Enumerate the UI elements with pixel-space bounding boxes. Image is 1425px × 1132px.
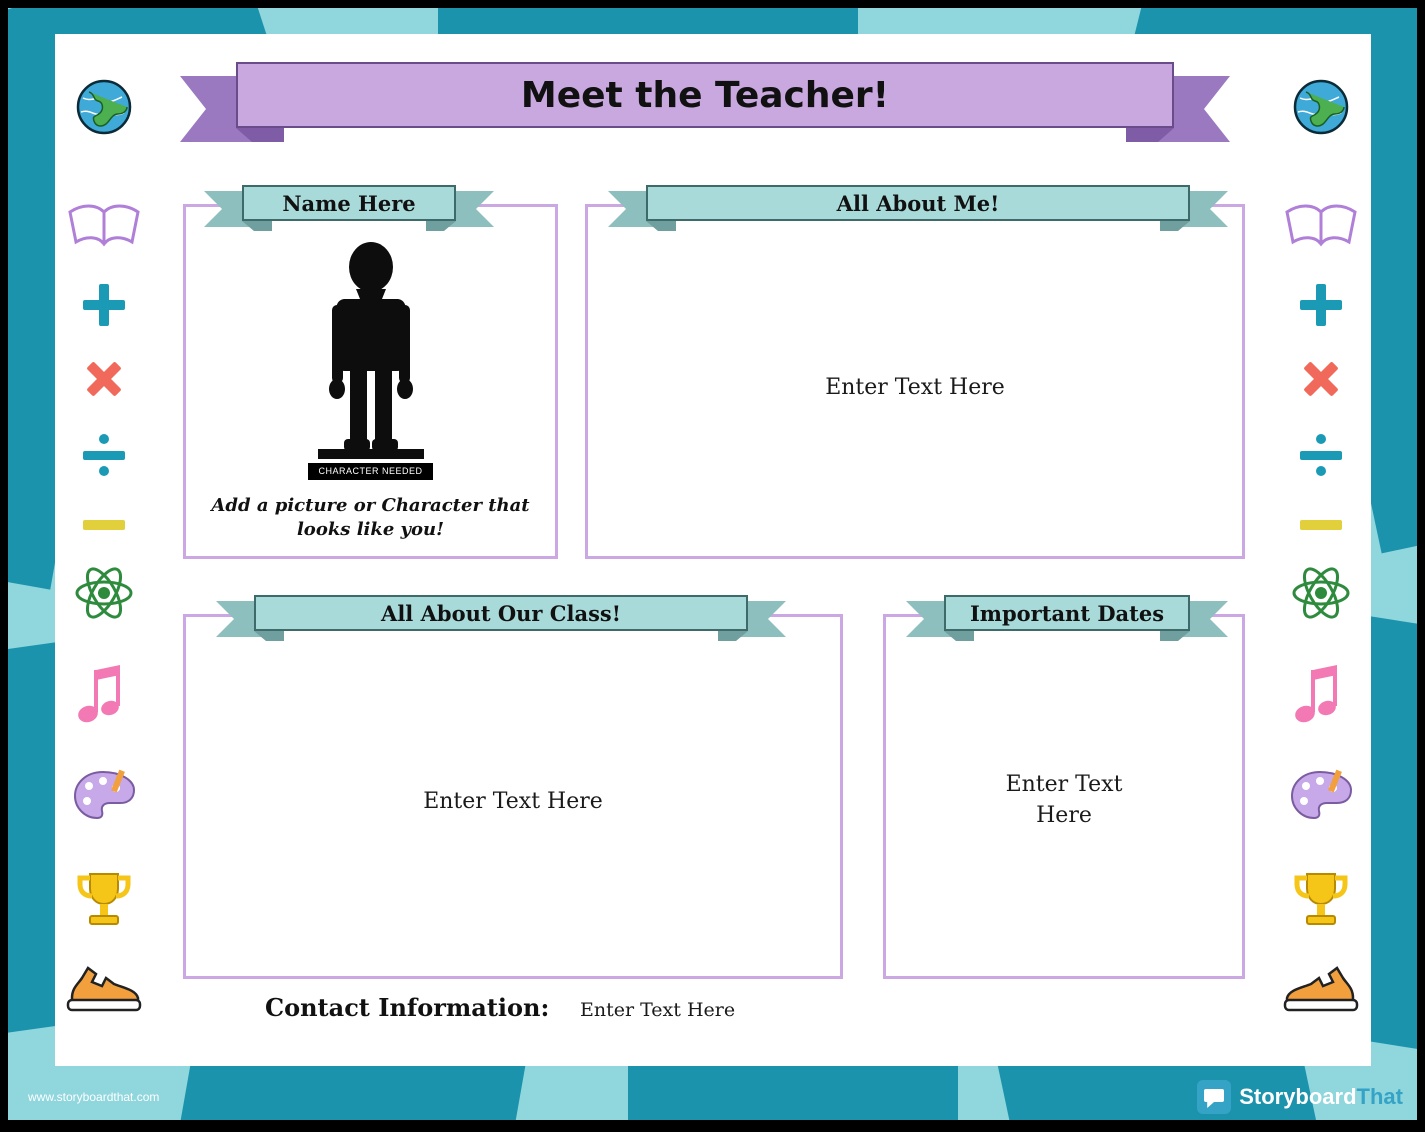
plus-icon xyxy=(58,282,150,328)
atom-icon xyxy=(1275,562,1367,624)
music-notes-icon xyxy=(1275,662,1367,728)
section-about-me-ribbon xyxy=(608,185,1228,227)
open-book-icon xyxy=(58,200,150,252)
paint-palette-icon xyxy=(1275,768,1367,828)
minus-icon xyxy=(1275,502,1367,548)
globe-icon xyxy=(1275,78,1367,136)
section-important-dates-ribbon xyxy=(906,595,1228,637)
character-placeholder[interactable] xyxy=(186,241,555,542)
multiply-icon xyxy=(58,356,150,402)
title-banner xyxy=(180,62,1230,142)
contact-label: Contact Information: xyxy=(265,993,550,1022)
title-plate xyxy=(236,62,1174,128)
character-needed-badge: CHARACTER NEEDED xyxy=(308,463,432,480)
trophy-icon xyxy=(1275,868,1367,932)
brand-name xyxy=(1239,1084,1403,1110)
section-about-class-label: All About Our Class! xyxy=(381,600,621,626)
worksheet-page xyxy=(55,34,1371,1066)
brand-name-second: That xyxy=(1356,1084,1403,1109)
important-dates-text-line2[interactable]: Here xyxy=(1036,803,1092,828)
section-about-class-label-plate xyxy=(254,595,748,631)
section-about-me-label: All About Me! xyxy=(836,190,1000,216)
contact-input[interactable]: Enter Text Here xyxy=(580,999,736,1021)
divide-icon xyxy=(58,432,150,478)
section-important-dates-label: Important Dates xyxy=(969,600,1165,626)
minus-icon xyxy=(58,502,150,548)
brand-logo xyxy=(1197,1080,1403,1114)
section-about-me[interactable] xyxy=(585,190,1245,559)
section-name-label: Name Here xyxy=(282,190,416,216)
section-name[interactable] xyxy=(183,190,558,559)
page-title: Meet the Teacher! xyxy=(520,74,890,116)
about-class-text[interactable]: Enter Text Here xyxy=(423,789,603,814)
trophy-icon xyxy=(58,868,150,932)
section-name-ribbon xyxy=(204,185,494,227)
sneaker-icon xyxy=(58,960,150,1016)
section-about-class[interactable] xyxy=(183,600,843,979)
open-book-icon xyxy=(1275,200,1367,252)
section-about-me-label-plate xyxy=(646,185,1190,221)
plus-icon xyxy=(1275,282,1367,328)
globe-icon xyxy=(58,78,150,136)
footer-url[interactable]: www.storyboardthat.com xyxy=(28,1090,160,1104)
section-about-class-ribbon xyxy=(216,595,786,637)
sneaker-icon xyxy=(1275,960,1367,1016)
section-important-dates-label-plate xyxy=(944,595,1190,631)
divide-icon xyxy=(1275,432,1367,478)
character-caption: Add a picture or Character that looks like you! xyxy=(211,495,530,540)
important-dates-text-line1[interactable]: Enter Text xyxy=(1005,772,1123,797)
speech-bubble-icon xyxy=(1197,1080,1231,1114)
character-silhouette xyxy=(312,241,430,461)
section-important-dates[interactable] xyxy=(883,600,1245,979)
contact-information-row xyxy=(265,989,1165,1029)
about-me-text[interactable]: Enter Text Here xyxy=(825,375,1005,400)
section-name-label-plate xyxy=(242,185,456,221)
paint-palette-icon xyxy=(58,768,150,828)
music-notes-icon xyxy=(58,662,150,728)
atom-icon xyxy=(58,562,150,624)
multiply-icon xyxy=(1275,356,1367,402)
brand-name-first: Storyboard xyxy=(1239,1084,1357,1109)
